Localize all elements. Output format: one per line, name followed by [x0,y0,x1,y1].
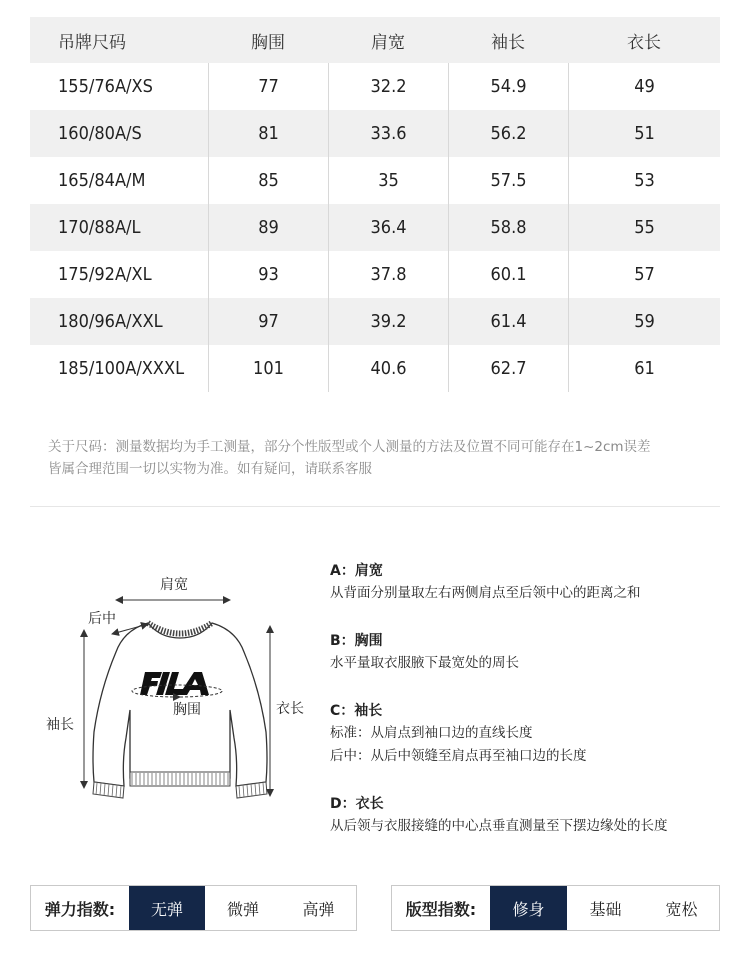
sleeve-cell: 56.2 [448,110,568,157]
size-cell: 155/76A/XS [58,76,153,97]
table-row [30,251,720,298]
definition-shoulder [330,560,730,605]
chest-cell: 77 [208,63,328,110]
elasticity-index [30,885,357,931]
length-cell: 55 [568,204,720,251]
definition-text: 从后领与衣服接缝的中心点垂直测量至下摆边缘处的长度 [330,818,668,834]
fit-option-regular[interactable]: 基础 [589,899,622,919]
measurement-definitions [330,560,730,863]
chest-cell: 93 [208,251,328,298]
table-header-row [30,17,720,63]
size-table [30,17,720,392]
chest-cell: 85 [208,157,328,204]
definition-text: 水平量取衣服腋下最宽处的周长 [330,655,519,671]
note-line-2: 皆属合理范围一切以实物为准。如有疑问，请联系客服 [48,461,372,477]
length-cell: 57 [568,251,720,298]
table-row [30,204,720,251]
sweatshirt-illustration [30,560,320,820]
fit-label: 版型指数: [405,899,477,919]
length-cell: 61 [568,345,720,392]
length-cell: 53 [568,157,720,204]
definition-sleeve [330,700,730,768]
header-chest: 胸围 [251,32,285,53]
shoulder-cell: 35 [328,157,448,204]
definition-length [330,793,730,838]
header-length: 衣长 [627,32,661,53]
sleeve-cell: 62.7 [448,345,568,392]
elasticity-option-slight[interactable]: 微弹 [226,899,259,919]
shoulder-cell: 36.4 [328,204,448,251]
elasticity-label: 弹力指数: [44,899,116,919]
sleeve-cell: 61.4 [448,298,568,345]
sleeve-cell: 57.5 [448,157,568,204]
table-row [30,157,720,204]
size-cell: 175/92A/XL [58,264,152,285]
sleeve-cell: 54.9 [448,63,568,110]
garment-diagram [30,560,320,820]
definition-title: C：袖长 [330,703,383,719]
definition-title: D：衣长 [330,796,384,812]
chest-label: 胸围 [173,702,201,718]
size-cell: 160/80A/S [58,123,142,144]
elasticity-option-none[interactable]: 无弹 [129,886,205,930]
chest-cell: 89 [208,204,328,251]
back-center-label: 后中 [88,611,116,627]
sleeve-cell: 60.1 [448,251,568,298]
chest-cell: 81 [208,110,328,157]
fit-option-loose[interactable]: 宽松 [665,899,698,919]
fit-index [391,885,720,931]
chest-cell: 101 [208,345,328,392]
definition-title: B：胸围 [330,633,383,649]
shoulder-cell: 32.2 [328,63,448,110]
definition-text: 后中：从后中领缝至肩点再至袖口边的长度 [330,748,587,764]
header-size: 吊牌尺码 [58,32,126,53]
table-row [30,298,720,345]
sleeve-cell: 58.8 [448,204,568,251]
chest-cell: 97 [208,298,328,345]
body-length-label: 衣长 [276,701,304,717]
definition-text: 标准：从肩点到袖口边的直线长度 [330,725,533,741]
sleeve-length-label: 袖长 [46,717,74,733]
size-cell: 180/96A/XXL [58,311,163,332]
size-cell: 185/100A/XXXL [58,358,185,379]
section-divider [30,506,720,507]
table-row [30,110,720,157]
shoulder-cell: 40.6 [328,345,448,392]
shoulder-width-label: 肩宽 [160,577,188,593]
length-cell: 59 [568,298,720,345]
table-row [30,63,720,110]
definition-title: A：肩宽 [330,563,383,579]
elasticity-option-high[interactable]: 高弹 [302,899,335,919]
header-shoulder: 肩宽 [371,32,405,53]
shoulder-cell: 37.8 [328,251,448,298]
shoulder-cell: 39.2 [328,298,448,345]
definition-text: 从背面分别量取左右两侧肩点至后领中心的距离之和 [330,585,641,601]
fit-option-slim[interactable]: 修身 [490,886,567,930]
measurement-note [48,436,728,480]
length-cell: 49 [568,63,720,110]
table-row [30,345,720,392]
definition-chest [330,630,730,675]
size-cell: 170/88A/L [58,217,141,238]
shoulder-cell: 33.6 [328,110,448,157]
size-cell: 165/84A/M [58,170,146,191]
header-sleeve: 袖长 [491,32,525,53]
note-line-1: 关于尺码：测量数据均为手工测量，部分个性版型或个人测量的方法及位置不同可能存在1~2cm误差 [48,439,651,455]
length-cell: 51 [568,110,720,157]
